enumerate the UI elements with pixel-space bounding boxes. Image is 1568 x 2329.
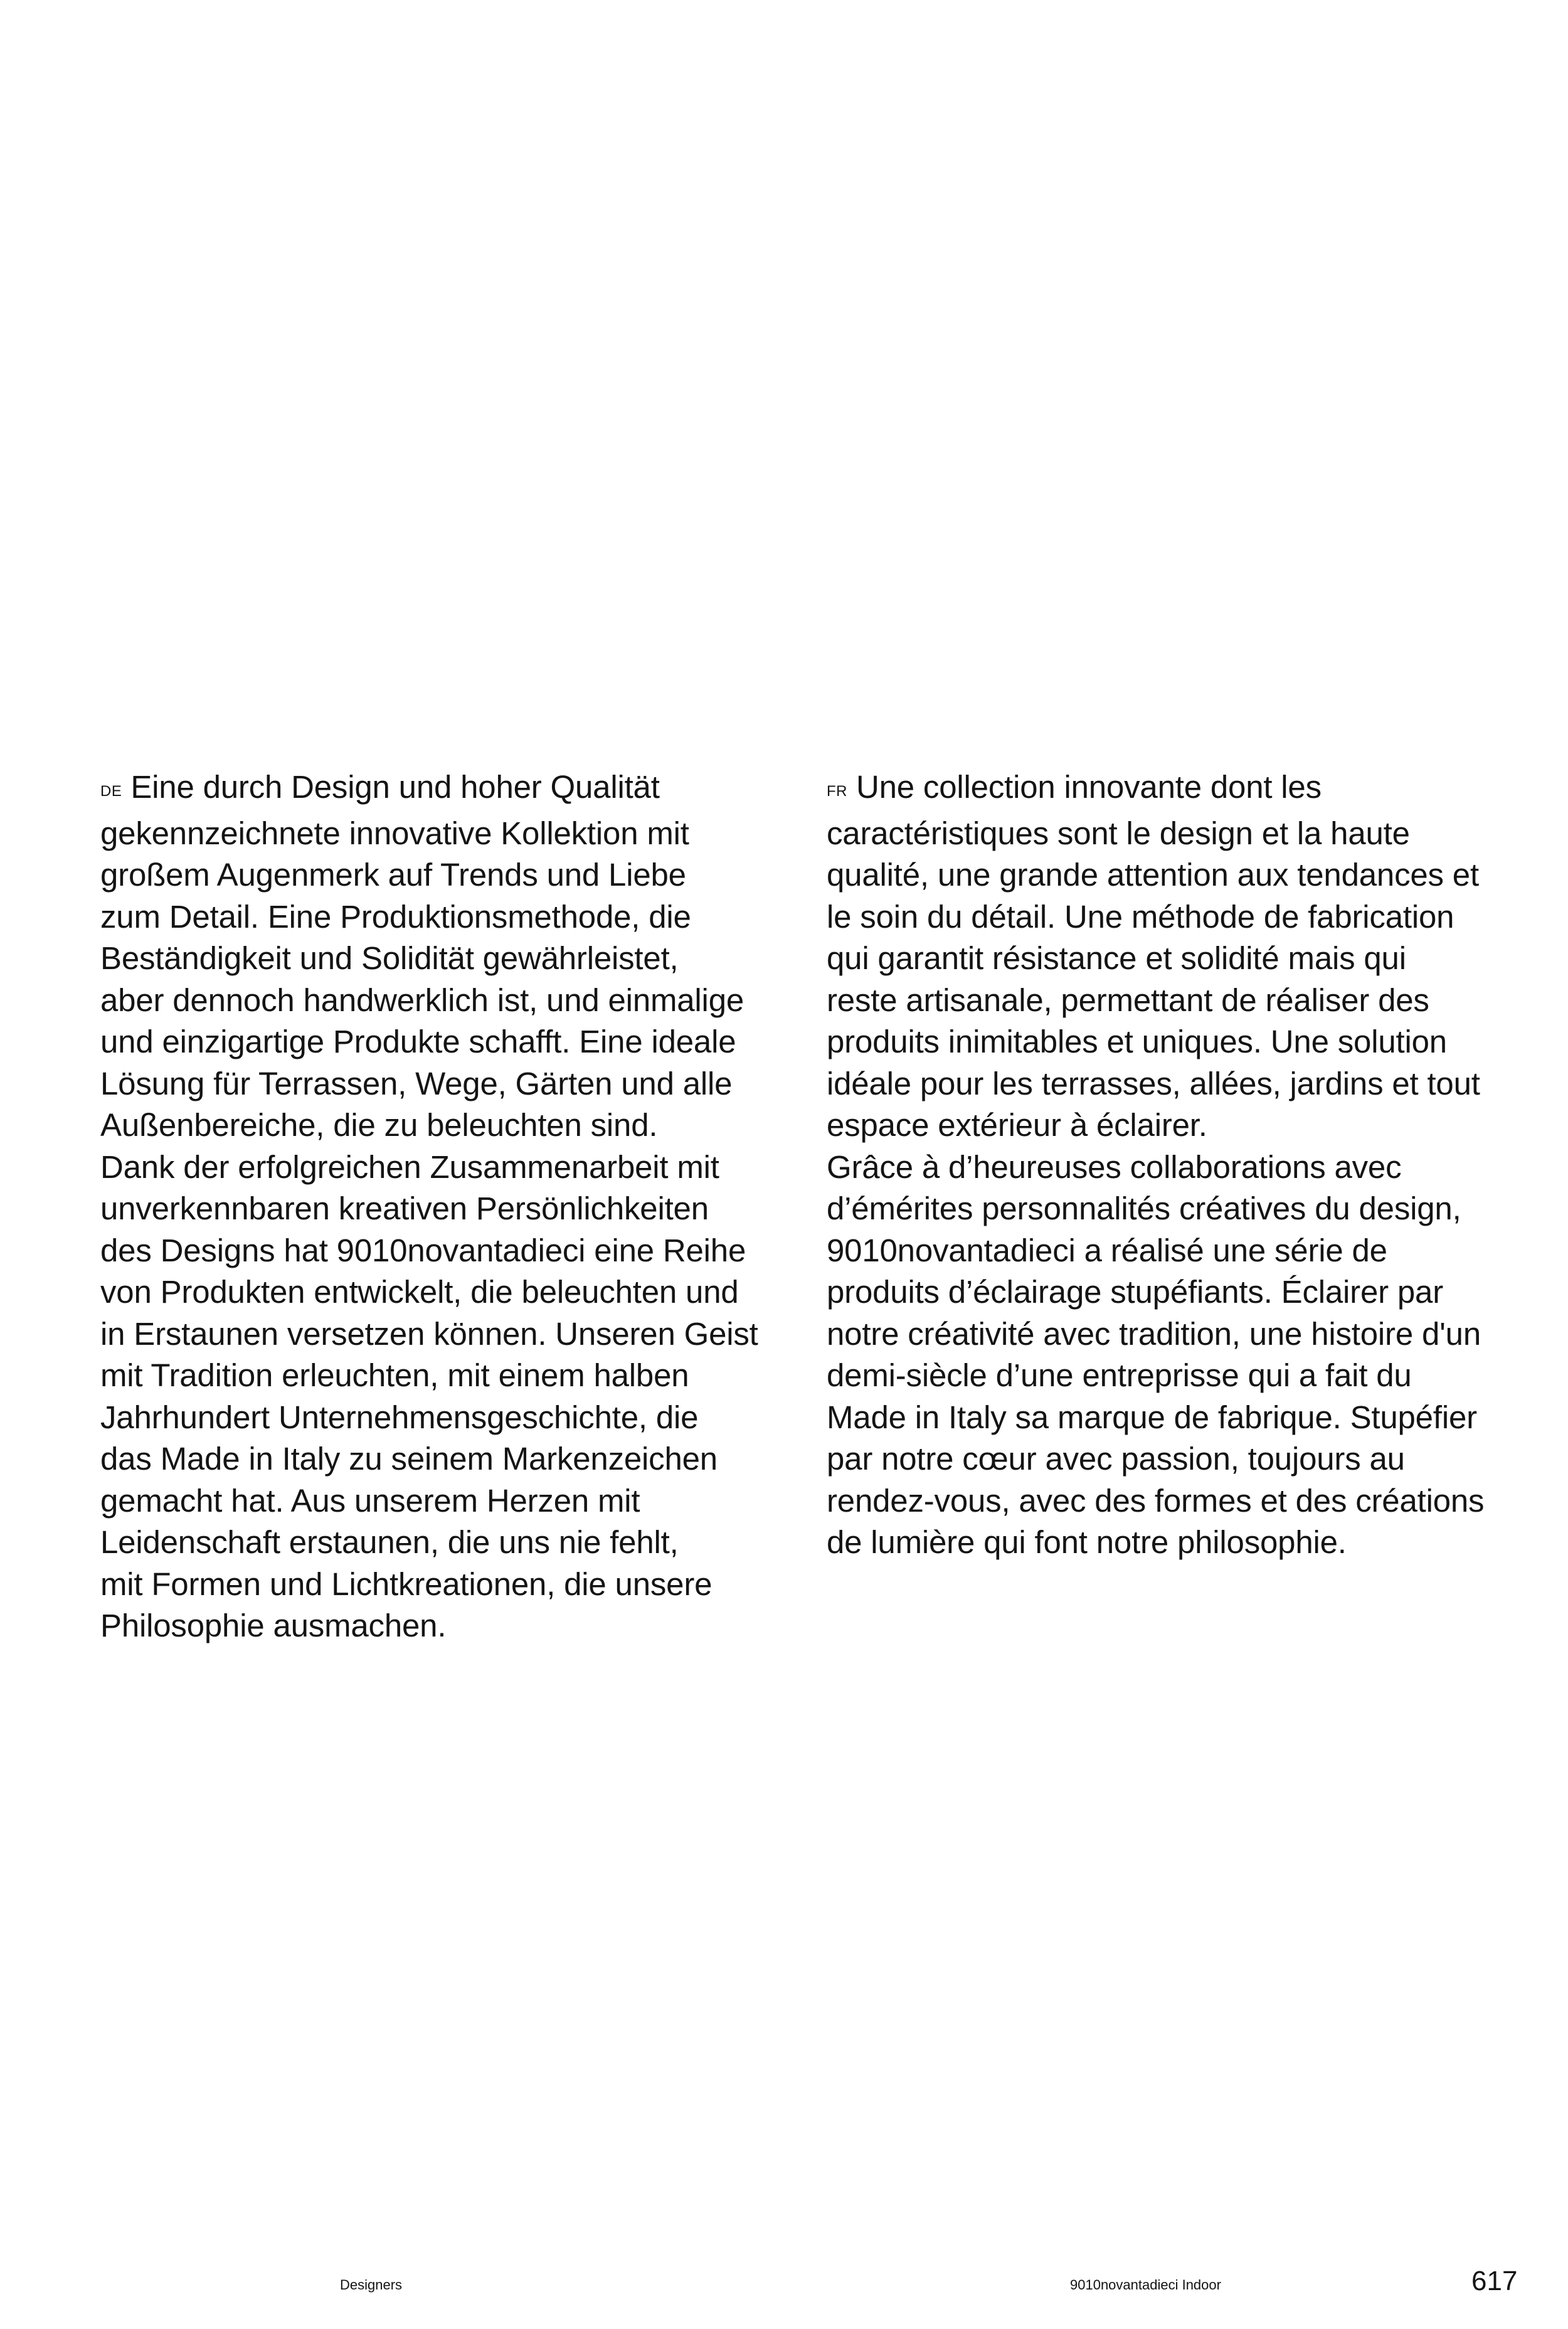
text-line: und einzigartige Produkte schafft. Eine ideale <box>100 1024 736 1059</box>
german-paragraph-2 <box>100 1147 803 1647</box>
text-line: qui garantit résistance et solidité mais qui <box>827 940 1406 976</box>
text-line: mit Tradition erleuchten, mit einem halben <box>100 1357 689 1393</box>
french-paragraph-2 <box>827 1147 1542 1564</box>
text-line: par notre cœur avec passion, toujours au <box>827 1441 1405 1477</box>
text-line: produits d’éclairage stupéfiants. Éclairer par <box>827 1274 1443 1310</box>
text-line: produits inimitables et uniques. Une solution <box>827 1024 1447 1059</box>
text-line: das Made in Italy zu seinem Markenzeichen <box>100 1441 718 1477</box>
french-text-column <box>827 767 1542 1564</box>
text-line: mit Formen und Lichtkreationen, die unsere <box>100 1566 712 1602</box>
text-line: Philosophie ausmachen. <box>100 1608 447 1643</box>
text-line: de lumière qui font notre philosophie. <box>827 1524 1347 1560</box>
footer-catalog-label: 9010novantadieci Indoor <box>1070 2277 1221 2293</box>
text-line: espace extérieur à éclairer. <box>827 1107 1207 1143</box>
german-paragraph-1 <box>100 767 803 1147</box>
text-line: Leidenschaft erstaunen, die uns nie fehlt, <box>100 1524 679 1560</box>
text-line: qualité, une grande attention aux tendances et <box>827 857 1479 893</box>
text-line-content: Une collection innovante dont les <box>856 769 1322 805</box>
text-line: d’émérites personnalités créatives du design, <box>827 1191 1461 1226</box>
text-line: idéale pour les terrasses, allées, jardins et tout <box>827 1065 1480 1101</box>
text-line: des Designs hat 9010novantadieci eine Reihe <box>100 1232 746 1268</box>
page-number: 617 <box>1471 2266 1518 2296</box>
text-line: Dank der erfolgreichen Zusammenarbeit mit <box>100 1149 719 1185</box>
language-tag-de: DE <box>100 783 122 800</box>
text-line: 9010novantadieci a réalisé une série de <box>827 1232 1387 1268</box>
footer-section-label: Designers <box>340 2277 403 2293</box>
text-line: Made in Italy sa marque de fabrique. Stupéfier <box>827 1399 1477 1435</box>
text-line: zum Detail. Eine Produktionsmethode, die <box>100 898 691 935</box>
text-line: aber dennoch handwerklich ist, und einmalige <box>100 982 744 1018</box>
german-text-column <box>100 767 803 1647</box>
text-line: gemacht hat. Aus unserem Herzen mit <box>100 1482 640 1519</box>
text-line: Außenbereiche, die zu beleuchten sind. <box>100 1107 658 1143</box>
text-line <box>100 767 803 813</box>
text-line: gekennzeichnete innovative Kollektion mit <box>100 815 689 851</box>
text-line: Grâce à d’heureuses collaborations avec <box>827 1149 1402 1185</box>
text-line: von Produkten entwickelt, die beleuchten und <box>100 1274 739 1310</box>
text-line: rendez-vous, avec des formes et des créations <box>827 1482 1485 1519</box>
language-tag-fr: FR <box>827 783 847 800</box>
text-line: le soin du détail. Une méthode de fabrication <box>827 898 1454 935</box>
text-line: demi-siècle d’une entreprisse qui a fait du <box>827 1357 1412 1393</box>
text-line: Jahrhundert Unternehmensgeschichte, die <box>100 1399 699 1435</box>
text-line: großem Augenmerk auf Trends und Liebe <box>100 857 686 893</box>
text-line-content: Eine durch Design und hoher Qualität <box>130 769 660 805</box>
text-line: Beständigkeit und Solidität gewährleistet, <box>100 940 679 976</box>
text-line: notre créativité avec tradition, une histoire d'un <box>827 1315 1481 1352</box>
text-line <box>827 767 1542 813</box>
text-line: unverkennbaren kreativen Persönlichkeiten <box>100 1191 709 1226</box>
text-line: Lösung für Terrassen, Wege, Gärten und alle <box>100 1065 733 1101</box>
text-line: reste artisanale, permettant de réaliser des <box>827 982 1429 1018</box>
french-paragraph-1 <box>827 767 1542 1147</box>
text-line: in Erstaunen versetzen können. Unseren Geist <box>100 1315 758 1352</box>
text-line: caractéristiques sont le design et la haute <box>827 815 1410 851</box>
